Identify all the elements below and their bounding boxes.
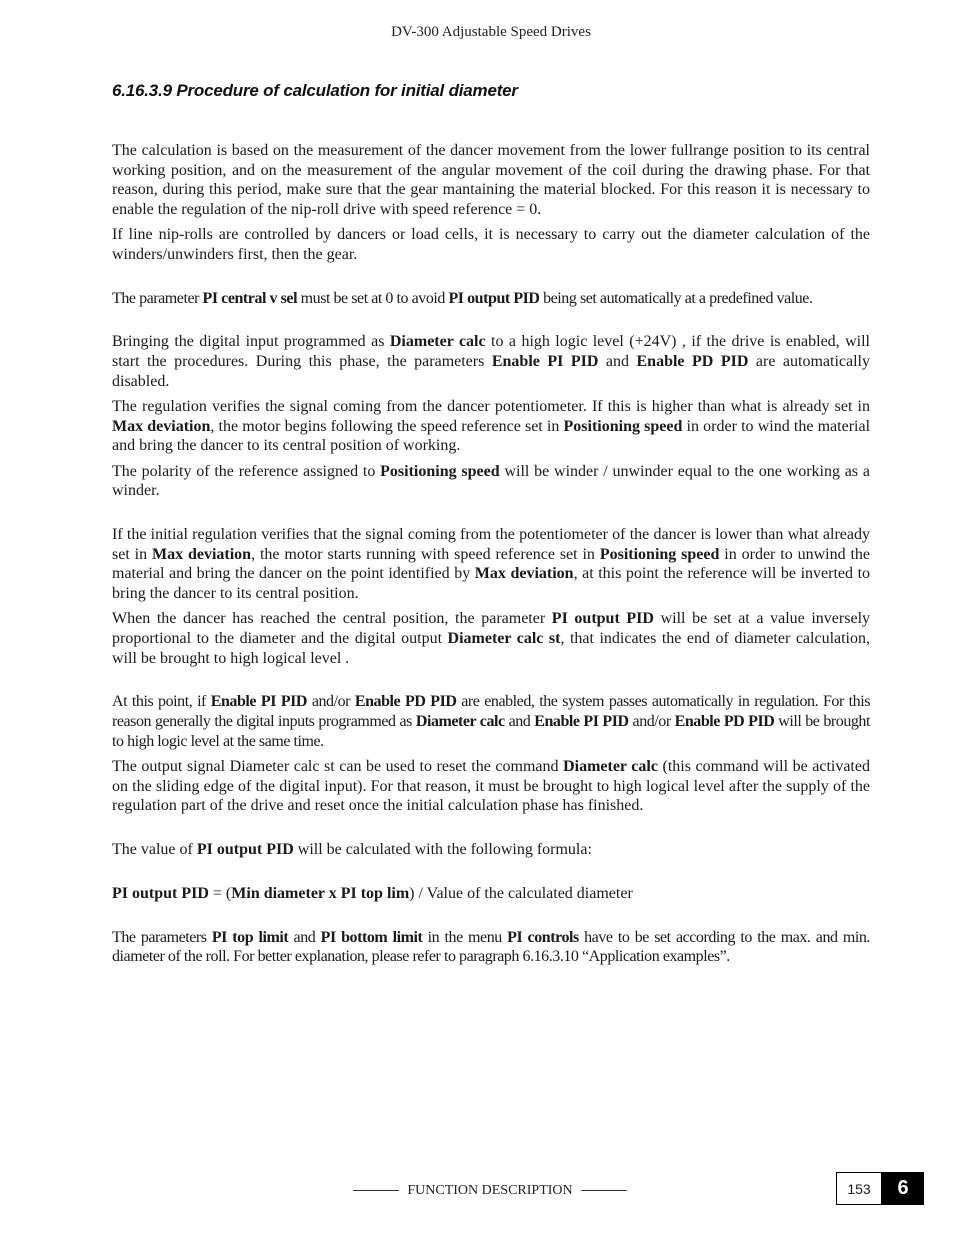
body-text bbox=[112, 141, 870, 973]
running-footer bbox=[0, 1183, 954, 1199]
chapter-tab: 6 bbox=[882, 1172, 924, 1205]
paragraph-3: The parameter PI central v sel must be set at 0 to avoid PI output PID being set automatically at a predefined value. bbox=[112, 289, 813, 307]
paragraph-2: If line nip-rolls are controlled by dancers or load cells, it is necessary to carry out the diameter calculation of the winders/unwinders first, then the gear. bbox=[112, 226, 870, 264]
paragraph-10: The output signal Diameter calc st can be used to reset the command Diameter calc (this command will be activated on the sliding edge of the digital input). For that reason, it must be brought to high logical level after the supply of the regulation part of the drive and reset once the initial calculation phase has finished. bbox=[112, 758, 870, 815]
paragraph-8: When the dancer has reached the central position, the parameter PI output PID will be set at a value inversely proportional to the diameter and the digital output Diameter calc st, that indicates the end of diameter calculation, will be brought to high logical level . bbox=[112, 610, 871, 667]
footer-rule-left bbox=[353, 1190, 399, 1191]
footer-rule-right bbox=[581, 1190, 627, 1191]
paragraph-4: Bringing the digital input programmed as Diameter calc to a high logic level (+24V) , if the drive is enabled, will start the procedures. During this phase, the parameters Enable PI PID and Enable PD PID are automatically disabled. bbox=[112, 333, 870, 390]
paragraph-6: The polarity of the reference assigned to Positioning speed will be winder / unwinder equal to the one working as a winder. bbox=[112, 462, 871, 500]
paragraph-5: The regulation verifies the signal coming from the dancer potentiometer. If this is higher than what is already set in Max deviation, the motor begins following the speed reference set in Positioning speed in order to wind the material and bring the dancer to its central position of working. bbox=[112, 398, 871, 455]
page-number: 153 bbox=[836, 1172, 882, 1205]
formula: PI output PID = (Min diameter x PI top lim) / Value of the calculated diameter bbox=[112, 884, 633, 902]
paragraph-1: The calculation is based on the measurement of the dancer movement from the lower fullrange position to its central working position, and on the measurement of the angular movement of the coil during the drawing phase. For that reason, during this period, make sure that the gear mantaining the material blocked. For this reason it is necessary to enable the regulation of the nip-roll drive with speed reference = 0. bbox=[112, 142, 870, 219]
running-header: DV-300 Adjustable Speed Drives bbox=[391, 24, 591, 40]
paragraph-9: At this point, if Enable PI PID and/or Enable PD PID are enabled, the system passes automatically in regulation. For this reason generally the digital inputs programmed as Diameter calc and Enable PI PID and/or Enable PD PID will be brought to high logic level at the same time. bbox=[112, 693, 870, 750]
paragraph-13: The parameters PI top limit and PI bottom limit in the menu PI controls have to be set according to the max. and min. diameter of the roll. For better explanation, please refer to paragraph 6.16.3.10 “Application examples”. bbox=[112, 928, 870, 966]
paragraph-7: If the initial regulation verifies that the signal coming from the potentiometer of the dancer is lower than what already set in Max deviation, the motor starts running with speed reference set in Positioning speed in order to unwind the material and bring the dancer on the point identified by Max deviation, at this point the reference will be inverted to bring the dancer to its central position. bbox=[112, 526, 871, 603]
section-title: 6.16.3.9 Procedure of calculation for initial diameter bbox=[112, 81, 518, 100]
paragraph-11: The value of PI output PID will be calculated with the following formula: bbox=[112, 841, 592, 859]
footer-section-label: FUNCTION DESCRIPTION bbox=[407, 1183, 573, 1198]
